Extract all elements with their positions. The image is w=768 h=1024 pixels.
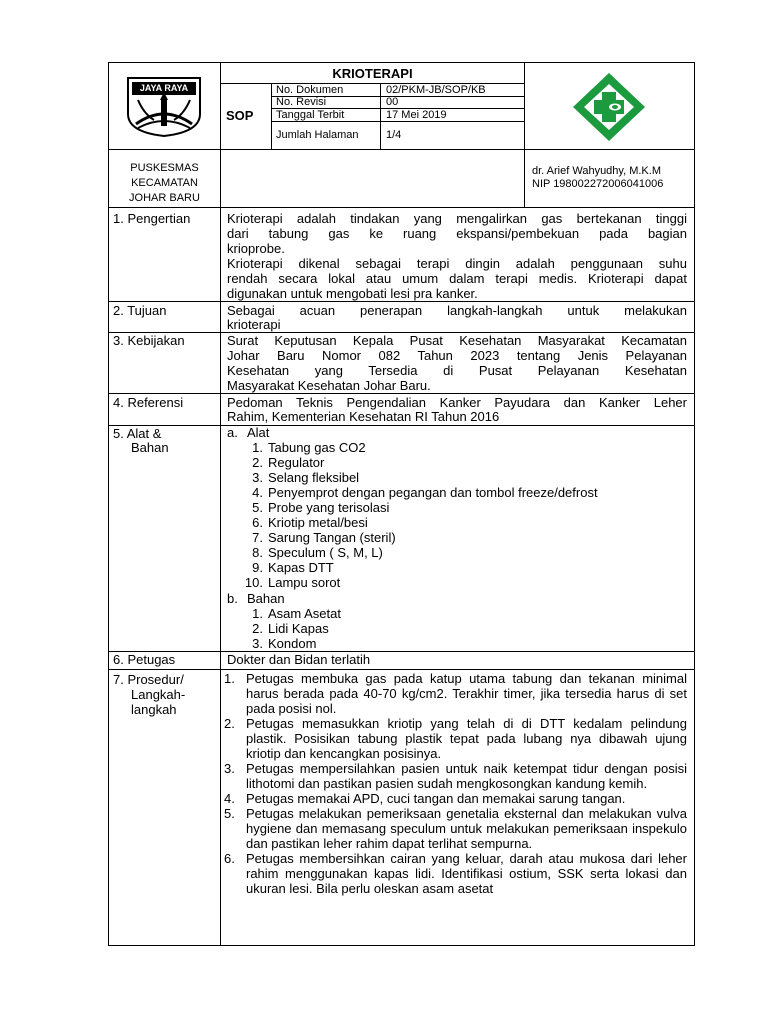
- alat-item-number: 4.: [252, 485, 263, 500]
- section-label-prosedur: Langkah-: [131, 687, 186, 702]
- alat-item-number: 7.: [252, 530, 263, 545]
- section-label-tujuan: 2. Tujuan: [113, 303, 167, 318]
- tujuan-line: krioterapi: [227, 317, 281, 332]
- section-label-pengertian: 1. Pengertian: [113, 211, 191, 226]
- meta-label: Tanggal Terbit: [276, 109, 345, 121]
- pengertian-line: Krioterapi adalah tindakan yang mengalirkan gas bertekanan tinggi: [227, 211, 687, 226]
- meta-col-divider: [380, 83, 381, 150]
- bahan-head: Bahan: [247, 591, 285, 606]
- meta-label: No. Dokumen: [276, 84, 344, 96]
- alat-item-number: 6.: [252, 515, 263, 530]
- prosedur-step-text: Petugas membuka gas pada katup utama tabung dan tekanan minimal harus berada pada 40-70 kg/cm2. Terakhir timer, jika tersedia harus di set pada posisi nol.: [246, 671, 687, 716]
- bahan-item-text: Asam Asetat: [268, 606, 341, 621]
- prosedur-step: [224, 761, 687, 791]
- prosedur-step: [224, 791, 687, 806]
- meta-value: 00: [386, 96, 399, 108]
- alat-item-number: 5.: [252, 500, 263, 515]
- section-label-bahan: Bahan: [131, 440, 169, 455]
- sop-document: [108, 62, 695, 946]
- org-name-line: KECAMATAN: [131, 177, 198, 189]
- prosedur-steps: [224, 671, 687, 944]
- alat-item-number: 9.: [252, 560, 263, 575]
- alat-head: Alat: [247, 425, 270, 440]
- section-label-prosedur: 7. Prosedur/: [113, 672, 184, 687]
- signer-name: dr. Arief Wahyudhy, M.K.M: [532, 165, 661, 177]
- alat-item-text: Selang fleksibel: [268, 470, 360, 485]
- section-label-alat: 5. Alat &: [113, 426, 162, 441]
- prosedur-step-text: Petugas memakai APD, cuci tangan dan memakai sarung tangan.: [246, 791, 626, 806]
- bahan-head-marker: b.: [227, 591, 238, 606]
- pengertian-line: krioprobe.: [227, 241, 285, 256]
- alat-item-text: Speculum ( S, M, L): [268, 545, 383, 560]
- alat-item-number: 2.: [252, 455, 263, 470]
- prosedur-step-text: Petugas memasukkan kriotip yang telah di di DTT kedalam pelindung plastik. Posisikan tabung plastik tepat pada lubang nya dibawah ujung kriotip dan kencangkan posisinya.: [246, 716, 687, 761]
- section-label-kebijakan: 3. Kebijakan: [113, 333, 185, 348]
- section-label-referensi: 4. Referensi: [113, 395, 184, 410]
- prosedur-step: [224, 671, 687, 716]
- org-middle-cell: [220, 149, 525, 208]
- petugas-text: Dokter dan Bidan terlatih: [227, 652, 371, 667]
- prosedur-step-number: 2.: [224, 716, 235, 731]
- meta-value: 02/PKM-JB/SOP/KB: [386, 84, 486, 96]
- alat-item-number: 10.: [244, 575, 263, 590]
- kebijakan-line: Johar Baru Nomor 082 Tahun 2023 tentang Jenis Pelayanan: [227, 348, 687, 363]
- pengertian-line: dari tabung gas ke ruang ekspansi/pembekuan pada bagian: [227, 226, 687, 241]
- kebijakan-line: Masyarakat Kesehatan Johar Baru.: [227, 378, 431, 393]
- pengertian-line: rendah secara lokal atau umum dalam terapi medis. Krioterapi dapat: [227, 271, 687, 286]
- alat-item-text: Sarung Tangan (steril): [268, 530, 396, 545]
- alat-item-number: 3.: [252, 470, 263, 485]
- prosedur-step: [224, 806, 687, 851]
- prosedur-step-text: Petugas melakukan pemeriksaan genetalia eksternal dan melakukan vulva hygiene dan memasang speculum untuk melakukan pemeriksaan inspekulo dan pastikan leher rahim dapat terlihat sempurna.: [246, 806, 687, 851]
- alat-item-text: Penyemprot dengan pegangan dan tombol freeze/defrost: [268, 485, 598, 500]
- section-label-petugas: 6. Petugas: [113, 652, 176, 667]
- prosedur-step-number: 6.: [224, 851, 235, 866]
- alat-item-text: Tabung gas CO2: [268, 440, 366, 455]
- bahan-item-text: Kondom: [268, 636, 317, 651]
- alat-item-text: Kriotip metal/besi: [268, 515, 368, 530]
- prosedur-step-number: 1.: [224, 671, 235, 686]
- meta-label: Jumlah Halaman: [276, 129, 359, 141]
- puskesmas-logo-icon: [571, 72, 647, 142]
- referensi-line: Pedoman Teknis Pengendalian Kanker Payudara dan Kanker Leher: [227, 395, 687, 410]
- bahan-item-number: 1.: [252, 606, 263, 621]
- prosedur-step-number: 4.: [224, 791, 235, 806]
- sop-divider: [271, 83, 272, 150]
- tujuan-line: Sebagai acuan penerapan langkah-langkah untuk melakukan: [227, 303, 687, 318]
- prosedur-step: [224, 851, 687, 896]
- kebijakan-line: Kesehatan yang Tersedia di Pusat Pelayanan Kesehatan: [227, 363, 687, 378]
- alat-head-marker: a.: [227, 425, 238, 440]
- sop-label: SOP: [226, 108, 254, 123]
- pengertian-line: digunakan untuk mengobati lesi pra kanker.: [227, 286, 478, 301]
- meta-value: 1/4: [386, 129, 402, 141]
- section-label-prosedur: langkah: [131, 702, 177, 717]
- prosedur-step: [224, 716, 687, 761]
- bahan-item-number: 3.: [252, 636, 263, 651]
- emblem-banner-text: JAYA RAYA: [139, 83, 189, 93]
- alat-item-number: 8.: [252, 545, 263, 560]
- prosedur-step-text: Petugas mempersilahkan pasien untuk naik ketempat tidur dengan posisi lithotomi dan pastikan pasien sudah mengkosongkan kandung kemih.: [246, 761, 687, 791]
- kebijakan-line: Surat Keputusan Kepala Pusat Kesehatan Masyarakat Kecamatan: [227, 333, 687, 348]
- label-cell: [108, 425, 221, 652]
- bahan-item-number: 2.: [252, 621, 263, 636]
- alat-item-text: Regulator: [268, 455, 325, 470]
- alat-item-text: Kapas DTT: [268, 560, 334, 575]
- alat-item-text: Probe yang terisolasi: [268, 500, 390, 515]
- bahan-item-text: Lidi Kapas: [268, 621, 329, 636]
- meta-row-divider: [271, 121, 525, 122]
- referensi-line: Rahim, Kementerian Kesehatan RI Tahun 2016: [227, 409, 500, 424]
- prosedur-step-number: 3.: [224, 761, 235, 776]
- org-name-line: JOHAR BARU: [129, 192, 200, 204]
- alat-item-number: 1.: [252, 440, 263, 455]
- prosedur-step-number: 5.: [224, 806, 235, 821]
- document-title: KRIOTERAPI: [332, 66, 413, 81]
- pengertian-line: Krioterapi dikenal sebagai terapi dingin adalah penggunaan suhu: [227, 256, 687, 271]
- alat-item-text: Lampu sorot: [268, 575, 341, 590]
- org-name-line: PUSKESMAS: [130, 162, 199, 174]
- signer-nip: NIP 198002272006041006: [532, 178, 664, 190]
- prosedur-step-text: Petugas membersihkan cairan yang keluar, darah atau mukosa dari leher rahim menggunakan kapas lidi. Identifikasi ostium, SSK serta lokasi dan ukuran lesi. Bila perlu oleskan asam asetat: [246, 851, 687, 896]
- meta-label: No. Revisi: [276, 96, 327, 108]
- meta-value: 17 Mei 2019: [386, 109, 447, 121]
